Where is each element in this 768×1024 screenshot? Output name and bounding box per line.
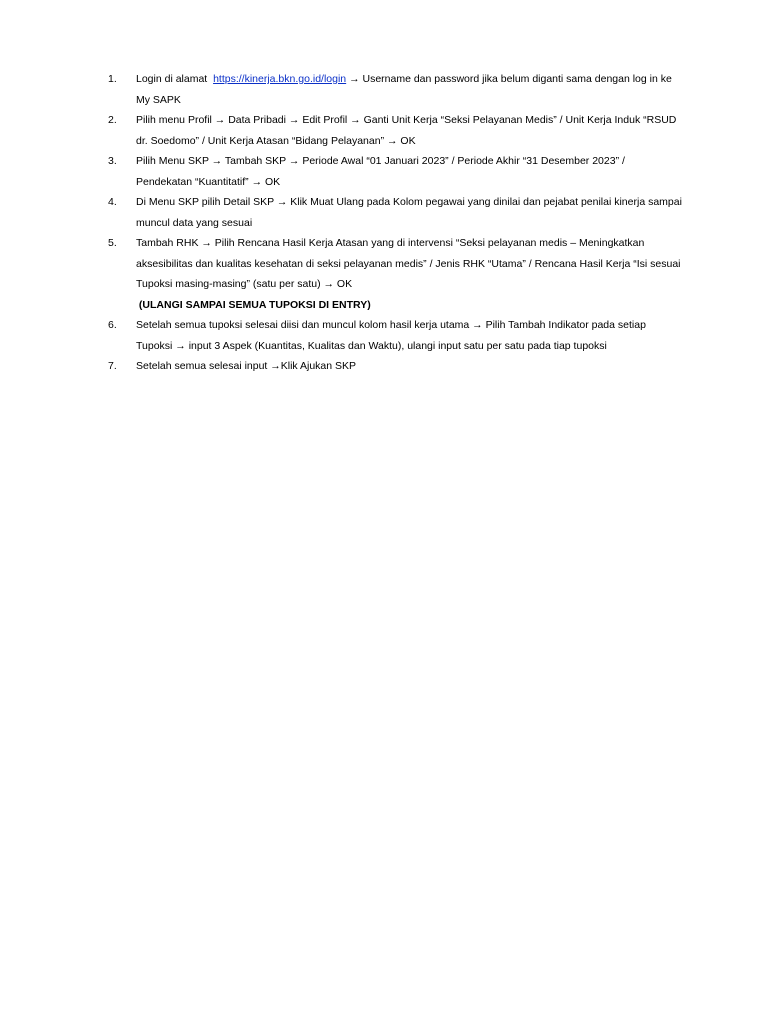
instruction-list (108, 69, 683, 377)
emphasis-note: (ULANGI SAMPAI SEMUA TUPOKSI DI ENTRY) (136, 298, 371, 311)
list-item-2 (108, 110, 683, 151)
step-text: Di Menu SKP pilih Detail SKP → Klik Muat Ulang pada Kolom pegawai yang dinilai dan pejabat penilai kinerja sampai muncul data yang sesuai (136, 196, 682, 229)
step-text: Tambah RHK → Pilih Rencana Hasil Kerja Atasan yang di intervensi “Seksi pelayanan medis – Meningkatkan aksesibilitas dan kualitas kesehatan di seksi pelayanan medis” / Jenis RHK “Utama” / Rencana Hasil Kerja “Isi sesuai Tupoksi masing-masing” (satu per satu) → OK (136, 237, 681, 290)
list-number: 1. (108, 73, 117, 85)
login-link[interactable]: https://kinerja.bkn.go.id/login (213, 73, 347, 85)
step-text: Setelah semua tupoksi selesai diisi dan muncul kolom hasil kerja utama → Pilih Tambah Indikator pada setiap Tupoksi → input 3 Aspek (Kuantitas, Kualitas dan Waktu), ulangi input satu per satu pada tiap tupoksi (136, 319, 646, 352)
list-item-5 (108, 233, 683, 315)
list-item-7 (108, 356, 683, 377)
list-item-1 (108, 69, 683, 110)
list-number: 7. (108, 360, 117, 372)
step-text: → Username dan password jika belum diganti sama dengan log in ke My SAPK (136, 73, 672, 106)
step-text: Pilih menu Profil → Data Pribadi → Edit Profil → Ganti Unit Kerja “Seksi Pelayanan Medis” / Unit Kerja Induk “RSUD dr. Soedomo” / Unit Kerja Atasan “Bidang Pelayanan” → OK (136, 114, 677, 147)
list-number: 3. (108, 155, 117, 167)
list-number: 2. (108, 114, 117, 126)
list-item-6 (108, 315, 683, 356)
list-number: 6. (108, 319, 117, 331)
list-number: 5. (108, 237, 117, 249)
step-text: Login di alamat (136, 73, 214, 85)
list-item-3 (108, 151, 683, 192)
step-text: Pilih Menu SKP → Tambah SKP → Periode Awal “01 Januari 2023” / Periode Akhir “31 Desember 2023” / Pendekatan “Kuantitatif” → OK (136, 155, 625, 188)
list-number: 4. (108, 196, 117, 208)
step-text: Setelah semua selesai input →Klik Ajukan SKP (136, 360, 357, 372)
list-item-4 (108, 192, 683, 233)
